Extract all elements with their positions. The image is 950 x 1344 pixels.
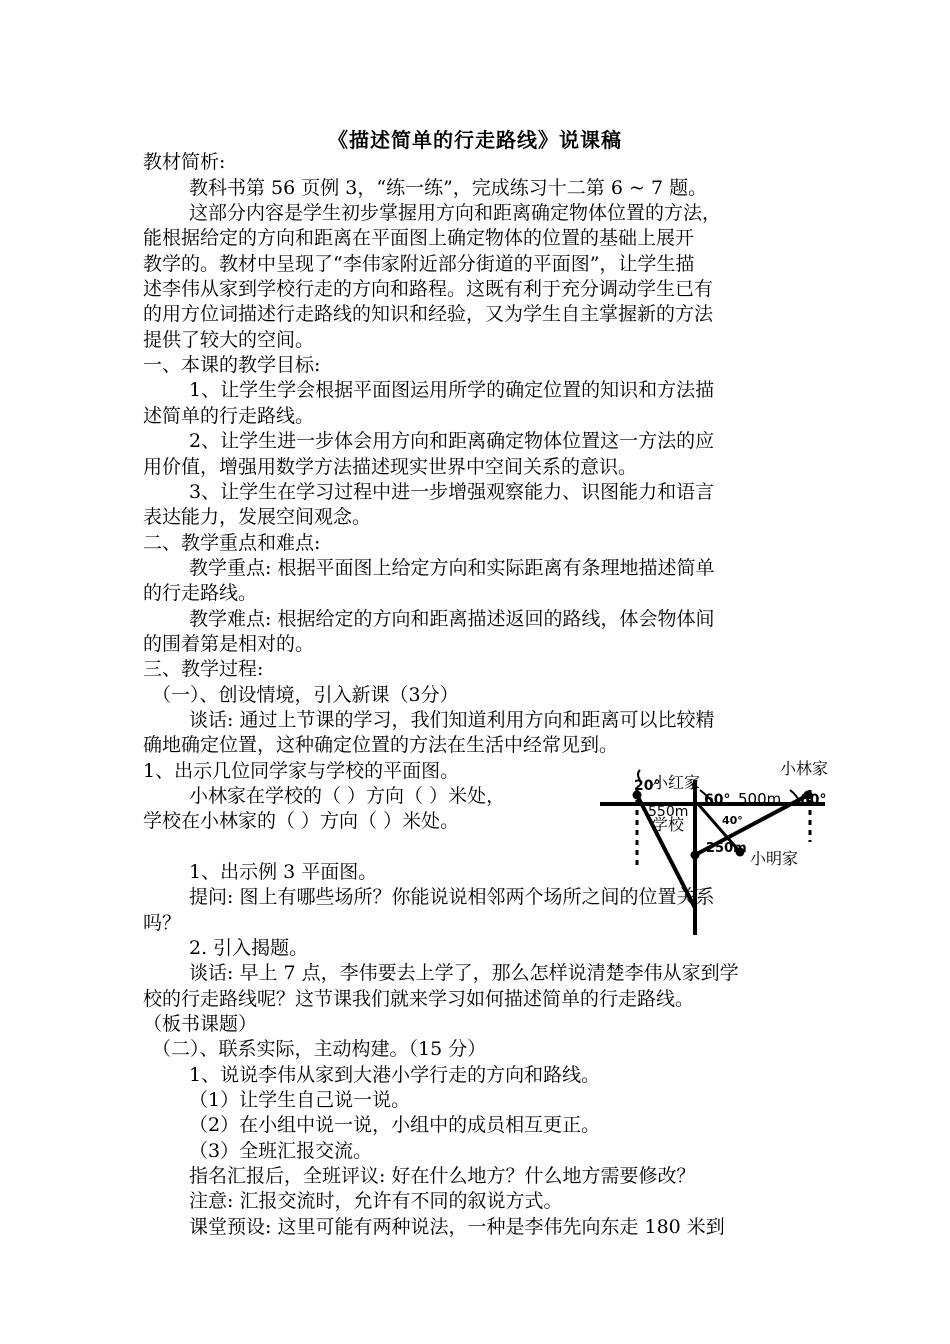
paragraph-line: 3、让学生在学习过程中进一步增强观察能力、识图能力和语言 — [189, 481, 715, 503]
paragraph-line: 谈话: 早上 7 点，李伟要去上学了，那么怎样说清楚李伟从家到学 — [189, 962, 739, 984]
paragraph-line: 提问: 图上有哪些场所？你能说说相邻两个场所之间的位置关系 — [189, 886, 715, 908]
paragraph-line: 述李伟从家到学校行走的方向和路程。这既有利于充分调动学生已有 — [143, 278, 714, 300]
label-angle-60a: 60° — [704, 792, 731, 808]
section-heading: 教材简析: — [143, 151, 226, 173]
paragraph-line: 教学的。教材中呈现了“李伟家附近部分街道的平面图”，让学生描 — [143, 253, 695, 275]
paragraph-line: 用价值，增强用数学方法描述现实世界中空间关系的意识。 — [143, 456, 638, 478]
label-dist-550: 550m — [648, 804, 689, 820]
paragraph-line: 的围着第是相对的。 — [143, 633, 315, 655]
list-item: （1）让学生自己说一说。 — [189, 1089, 411, 1111]
paragraph-line: 教科书第 56 页例 3，“练一练”，完成练习十二第 6 ~ 7 题。 — [189, 177, 708, 199]
paragraph-line: 1、出示例 3 平面图。 — [189, 861, 378, 883]
label-school: 学校 — [652, 815, 685, 834]
paragraph-line: （板书课题） — [143, 1013, 258, 1035]
paragraph-line: 注意: 汇报交流时，允许有不同的叙说方式。 — [189, 1190, 563, 1212]
label-dist-250: 250m — [706, 841, 747, 856]
paragraph-line: 指名汇报后，全班评议: 好在什么地方？什么地方需要修改？ — [189, 1165, 696, 1187]
paragraph-line: 的用方位词描述行走路线的知识和经验，又为学生自主掌握新的方法 — [143, 303, 714, 325]
paragraph-line: 小林家在学校的（ ）方向（ ）米处， — [189, 785, 506, 807]
paragraph-line: 1、让学生学会根据平面图运用所学的确定位置的知识和方法描 — [189, 379, 715, 401]
paragraph-line: 2、让学生进一步体会用方向和距离确定物体位置这一方法的应 — [189, 430, 715, 452]
section-heading: 三、教学过程: — [143, 658, 264, 680]
paragraph-line: 2. 引入揭题。 — [189, 937, 309, 959]
point-school — [691, 851, 700, 860]
paragraph-line: 述简单的行走路线。 — [143, 405, 315, 427]
label-angle-20: 20° — [634, 778, 661, 794]
paragraph-line: 确地确定位置，这种确定位置的方法在生活中经常见到。 — [143, 734, 619, 756]
paragraph-line: 校的行走路线呢？这节课我们就来学习如何描述简单的行走路线。 — [143, 988, 695, 1010]
paragraph-line: 表达能力，发展空间观念。 — [143, 506, 372, 528]
subsection-heading: （一）、创设情境，引入新课（3分） — [152, 684, 459, 706]
paragraph-line: 的行走路线。 — [143, 582, 258, 604]
paragraph-line: 教学重点: 根据平面图上给定方向和实际距离有条理地描述简单 — [189, 557, 715, 579]
paragraph-line: 这部分内容是学生初步掌握用方向和距离确定物体位置的方法， — [189, 202, 722, 224]
location-diagram — [600, 760, 870, 940]
paragraph-line: 学校在小林家的（ ）方向（ ）米处。 — [143, 810, 460, 832]
paragraph-line: 提供了较大的空间。 — [143, 329, 315, 351]
paragraph-line: 1、出示几位同学家与学校的平面图。 — [143, 760, 460, 782]
label-xiaolin: 小林家 — [780, 760, 829, 778]
paragraph-line: 1、说说李伟从家到大港小学行走的方向和路线。 — [189, 1064, 601, 1086]
label-xiaoming: 小明家 — [750, 849, 799, 868]
paragraph-line: 吗？ — [143, 912, 182, 934]
label-xiaohong: 小红家 — [652, 773, 701, 792]
paragraph-line: 课堂预设: 这里可能有两种说法，一种是李伟先向东走 180 米到 — [189, 1216, 725, 1238]
section-heading: 二、教学重点和难点: — [143, 532, 321, 554]
section-heading: 一、本课的教学目标: — [143, 354, 321, 376]
label-dist-500: 500m — [738, 790, 782, 808]
list-item: （2）在小组中说一说，小组中的成员相互更正。 — [189, 1114, 601, 1136]
list-item: （3）全班汇报交流。 — [189, 1140, 373, 1162]
label-angle-40: 40° — [722, 814, 743, 827]
label-angle-60b: 60° — [800, 792, 827, 808]
paragraph-line: 谈话: 通过上节课的学习，我们知道利用方向和距离可以比较精 — [189, 709, 715, 731]
page-title: 《描述简单的行走路线》说课稿 — [328, 128, 622, 152]
paragraph-line: 教学难点: 根据给定的方向和距离描述返回的路线，体会物体间 — [189, 608, 715, 630]
paragraph-line: 能根据给定的方向和距离在平面图上确定物体的位置的基础上展开 — [143, 227, 695, 249]
subsection-heading: （二）、联系实际，主动构建。（15 分） — [152, 1038, 487, 1060]
